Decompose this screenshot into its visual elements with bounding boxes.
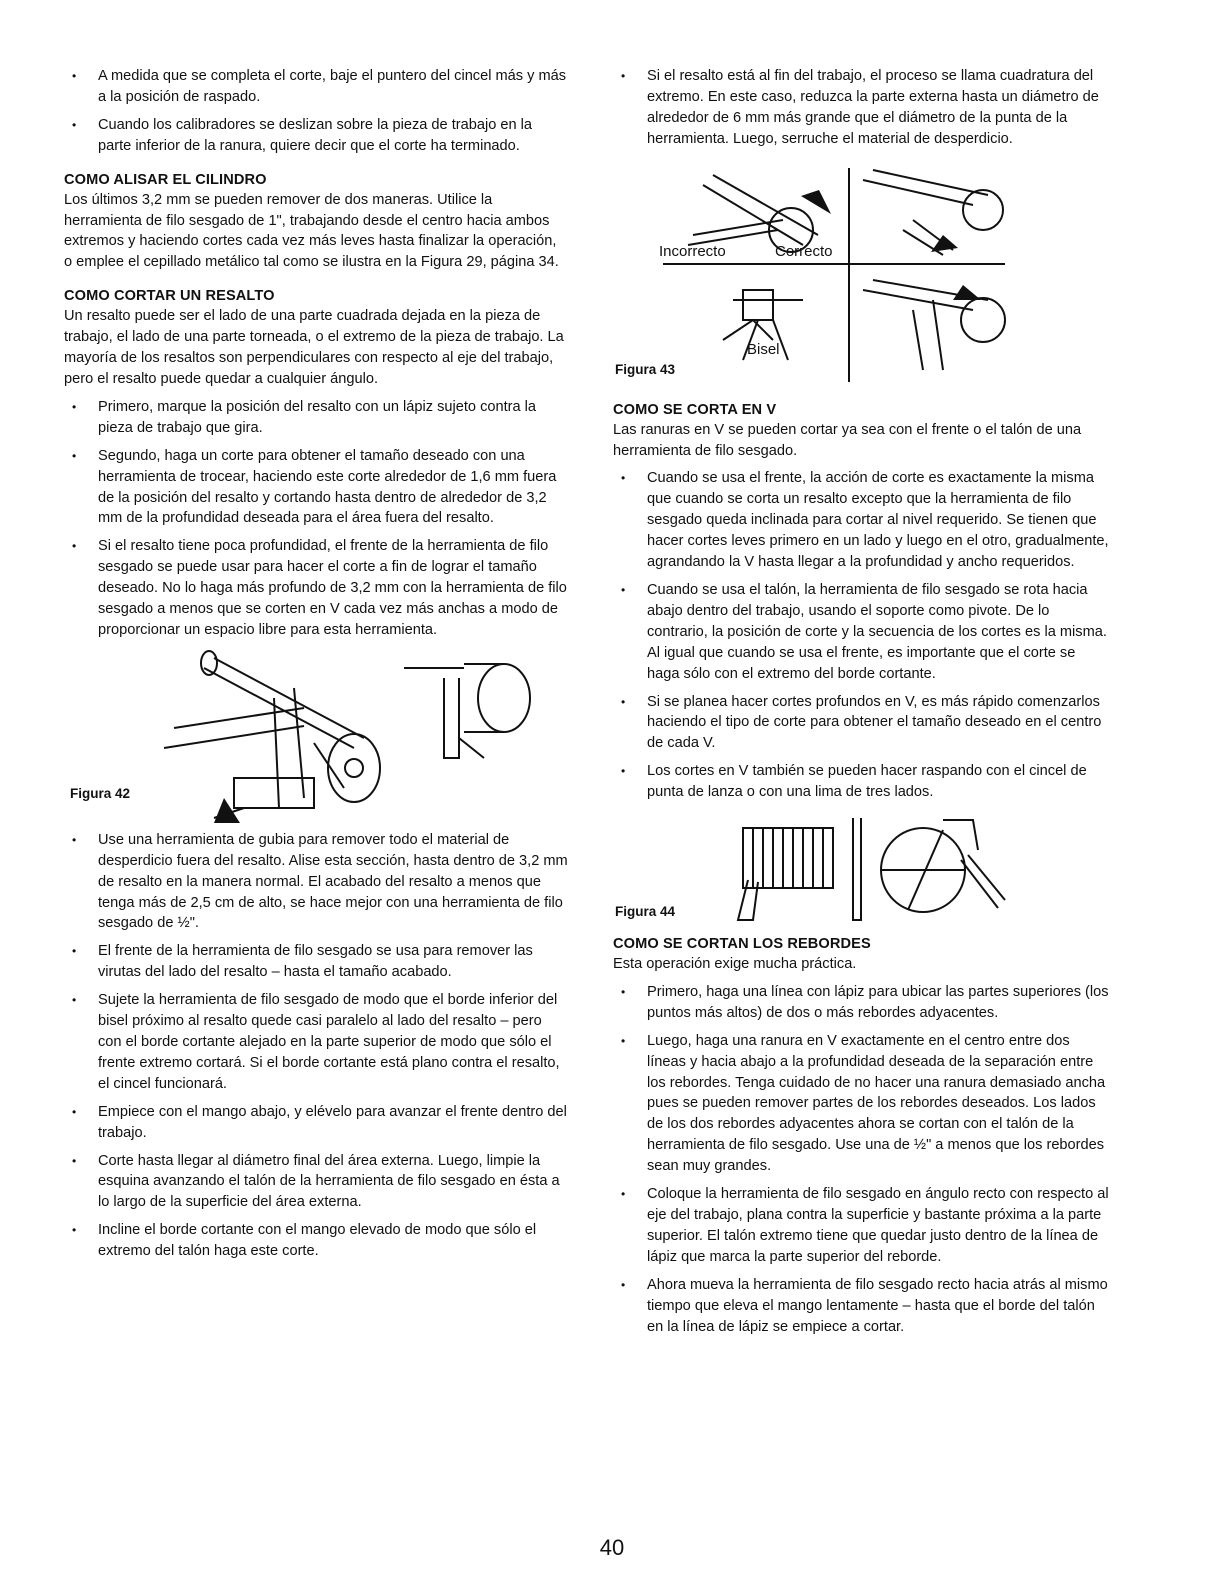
rebordes-bullet-list (613, 982, 1111, 1338)
list-item: • Los cortes en V también se pueden hacer raspando con el cincel de punta de lanza o con una lima de tres lados. (613, 761, 1111, 803)
list-item: • Si el resalto está al fin del trabajo, el proceso se llama cuadratura del extremo. En este caso, reduzca la parte externa hasta un diámetro de alrededor de 6 mm más grande que el diámetro de la punta de la herramienta. Luego, serruche el material de desperdicio. (613, 66, 1111, 150)
right-intro-bullet-list (613, 66, 1111, 150)
figure-44-label: Figura 44 (615, 904, 676, 920)
figure-42 (64, 648, 568, 824)
list-item: • Use una herramienta de gubia para remover todo el material de desperdicio fuera del resalto. Alise esta sección, hasta dentro de 3,2 mm de resalto en la manera normal. El acabado del resalto a menos que tenga más de 2,5 cm de alto, se hace mejor con una herramienta de filo sesgado de ½". (64, 830, 568, 935)
figure-43-incorrect-label: Incorrecto (659, 242, 726, 260)
list-item: • Cuando se usa el frente, la acción de corte es exactamente la misma que cuando se corta un resalto excepto que la herramienta de filo sesgado queda inclinada para cortar al nivel requerido. Se tienen que hacer cortes leves primero en un lado y luego en el otro, gradualmente, agrandando la V hasta llegar a la profundidad y ancho requeridos. (613, 468, 1111, 573)
intro-bullet-list (64, 66, 568, 157)
v-bullet-list (613, 468, 1111, 803)
list-item: • A medida que se completa el corte, baje el puntero del cincel más y más a la posición de raspado. (64, 66, 568, 108)
resalto-bullet-list (64, 397, 568, 641)
figure-42-label: Figura 42 (70, 785, 131, 801)
figure-42-illustration (64, 648, 568, 824)
after-figure-bullet-list (64, 830, 568, 1262)
list-item: • Incline el borde cortante con el mango elevado de modo que sólo el extremo del talón haga este corte. (64, 1220, 568, 1262)
section-text-alisar: Los últimos 3,2 mm se pueden remover de dos maneras. Utilice la herramienta de filo sesgado de 1", trabajando desde el centro hacia ambos extremos y haciendo cortes cada vez más leves hasta finalizar la operación, o emplee el cepillado metálico tal como se ilustra en la Figura 29, página 34. (64, 191, 559, 271)
page-number: 40 (599, 1535, 625, 1560)
section-heading-rebordes: COMO SE CORTAN LOS REBORDES (613, 936, 871, 953)
left-column (64, 66, 568, 1269)
list-item: • Empiece con el mango abajo, y elévelo para avanzar el frente dentro del trabajo. (64, 1102, 568, 1144)
list-item: • Cuando los calibradores se deslizan sobre la pieza de trabajo en la parte inferior de la ranura, quiere decir que el corte ha terminado. (64, 115, 568, 157)
list-item: • Ahora mueva la herramienta de filo sesgado recto hacia atrás al mismo tiempo que eleva el mango lentamente – hasta que el borde del talón en la línea de lápiz se empiece a cortar. (613, 1275, 1111, 1338)
section-heading-v: COMO SE CORTA EN V (613, 401, 777, 418)
section-heading-resalto: COMO CORTAR UN RESALTO (64, 288, 275, 305)
figure-43-bevel-label: Bisel (747, 340, 780, 358)
list-item: • Coloque la herramienta de filo sesgado en ángulo recto con respecto al eje del trabajo, plana contra la superficie y bastante próxima a la parte superior. El talón extremo tiene que quedar justo dentro de la línea de lápiz que marca la parte superior del reborde. (613, 1184, 1111, 1268)
figure-43 (613, 160, 1111, 400)
section-text-resalto: Un resalto puede ser el lado de una parte cuadrada dejada en la pieza de trabajo, el lado de una parte torneada, o el extremo de la pieza de trabajo. La mayoría de los resaltos son perpendiculares con respecto al eje del trabajo, pero el resalto puede quedar a cualquier ángulo. (64, 308, 564, 387)
list-item: • Segundo, haga un corte para obtener el tamaño deseado con una herramienta de trocear, haciendo este corte alrededor de 1,6 mm fuera de la posición del resalto y cortando hasta dentro de alrededor de 3,2 mm de la profundidad deseada para el área fuera del resalto. (64, 446, 568, 530)
figure-43-correct-label: Correcto (775, 242, 833, 260)
list-item: • El frente de la herramienta de filo sesgado se usa para remover las virutas del lado del resalto – hasta el tamaño acabado. (64, 941, 568, 983)
right-column (613, 66, 1111, 1344)
figure-43-illustration (613, 160, 1111, 400)
section-heading-alisar: COMO ALISAR EL CILINDRO (64, 171, 267, 188)
list-item: • Corte hasta llegar al diámetro final del área externa. Luego, limpie la esquina avanzando el talón de la herramienta de filo sesgado en ésta a lo largo de la superficie del área externa. (64, 1151, 568, 1214)
list-item: • Si el resalto tiene poca profundidad, el frente de la herramienta de filo sesgado se puede usar para hacer el corte a fin de lograr el tamaño deseado. No lo haga más profundo de 3,2 mm con la herramienta de filo sesgado a menos que se corten en V cada vez más anchas a modo de proporcionar un espacio libre para esta herramienta. (64, 536, 568, 641)
figure-43-label: Figura 43 (615, 361, 676, 377)
figure-44-illustration (613, 810, 1111, 934)
list-item: • Primero, haga una línea con lápiz para ubicar las partes superiores (los puntos más altos) de dos o más rebordes adyacentes. (613, 982, 1111, 1024)
figure-44 (613, 810, 1111, 934)
list-item: • Luego, haga una ranura en V exactamente en el centro entre dos líneas y hacia abajo a la profundidad deseada de la separación entre los rebordes. Tenga cuidado de no hacer una ranura demasiado ancha pues se pueden remover partes de los rebordes deseados. Los lados de los dos rebordes adyacentes ahora se cortan con el talón de la herramienta de filo sesgado. Use una de ½" a menos que los rebordes sean muy grandes. (613, 1031, 1111, 1177)
list-item: • Sujete la herramienta de filo sesgado de modo que el borde inferior del bisel próximo al resalto quede casi paralelo al lado del resalto – pero con el borde cortante alejado en la parte superior de modo que sólo el frente extremo cortará. Si el borde cortante está plano contra el resalto, el cincel funcionará. (64, 990, 568, 1095)
list-item: • Primero, marque la posición del resalto con un lápiz sujeto contra la pieza de trabajo que gira. (64, 397, 568, 439)
list-item: • Cuando se usa el talón, la herramienta de filo sesgado se rota hacia abajo dentro del trabajo, usando el soporte como pivote. De lo contrario, la posición de corte y la secuencia de los cortes es la misma. Al igual que cuando se usa el frente, es importante que el corte se haga sólo con el extremo del borde cortante. (613, 580, 1111, 685)
section-text-rebordes: Esta operación exige mucha práctica. (613, 956, 857, 973)
list-item: • Si se planea hacer cortes profundos en V, es más rápido comenzarlos haciendo el tipo de corte para obtener el tamaño deseado en el centro de cada V. (613, 692, 1111, 755)
section-text-v: Las ranuras en V se pueden cortar ya sea con el frente o el talón de una herramienta de filo sesgado. (613, 421, 1082, 459)
